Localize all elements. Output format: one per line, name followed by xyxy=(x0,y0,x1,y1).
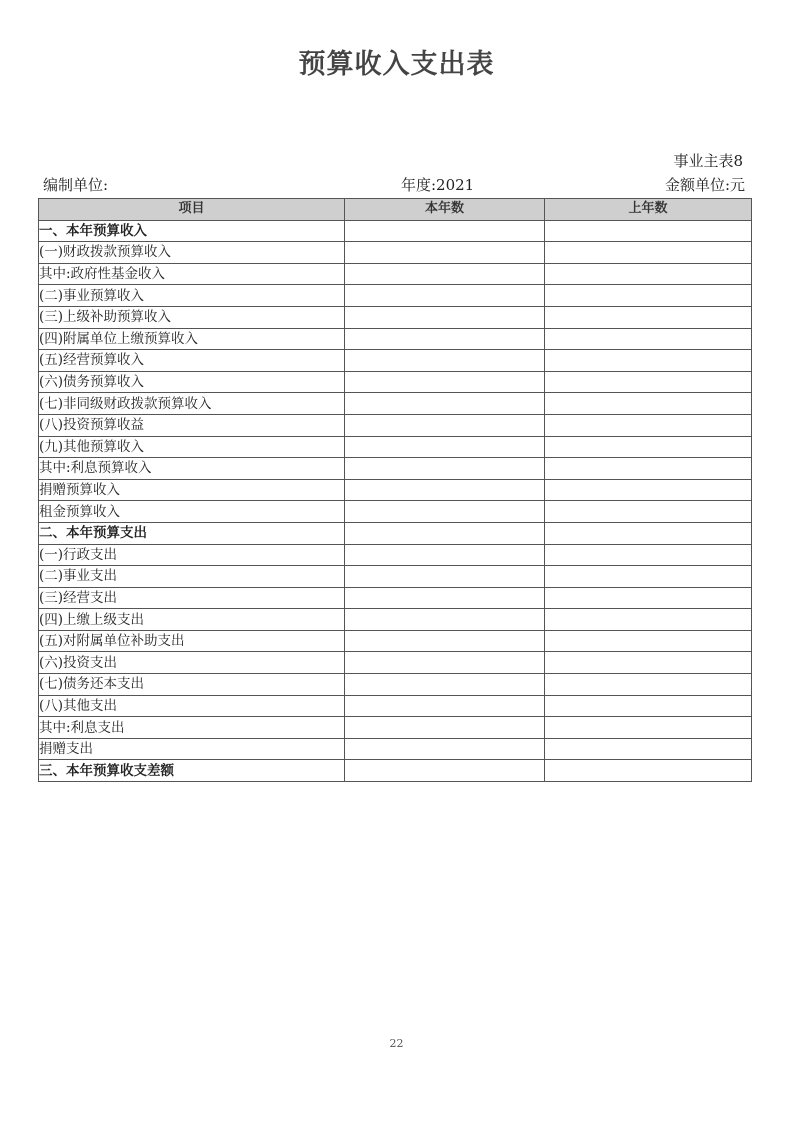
row-current-year-value xyxy=(345,242,545,264)
row-item-label: (四)上缴上级支出 xyxy=(39,609,345,631)
table-header-row xyxy=(39,199,752,221)
row-current-year-value xyxy=(345,566,545,588)
row-current-year-value xyxy=(345,458,545,480)
table-row xyxy=(39,738,752,760)
row-current-year-value xyxy=(345,393,545,415)
row-current-year-value xyxy=(345,544,545,566)
row-current-year-value xyxy=(345,630,545,652)
table-row xyxy=(39,479,752,501)
row-previous-year-value xyxy=(545,587,752,609)
row-previous-year-value xyxy=(545,393,752,415)
row-item-label: 其中:利息支出 xyxy=(39,717,345,739)
row-item-label: (七)非同级财政拨款预算收入 xyxy=(39,393,345,415)
row-previous-year-value xyxy=(545,220,752,242)
header-previous-year: 上年数 xyxy=(545,199,752,221)
row-item-label: (三)上级补助预算收入 xyxy=(39,306,345,328)
fiscal-year-label: 年度:2021 xyxy=(401,176,475,194)
table-row xyxy=(39,717,752,739)
table-row xyxy=(39,328,752,350)
table-row xyxy=(39,350,752,372)
row-current-year-value xyxy=(345,436,545,458)
row-current-year-value xyxy=(345,350,545,372)
table-row xyxy=(39,371,752,393)
row-current-year-value xyxy=(345,263,545,285)
row-previous-year-value xyxy=(545,458,752,480)
table-row xyxy=(39,587,752,609)
row-previous-year-value xyxy=(545,285,752,307)
row-current-year-value xyxy=(345,738,545,760)
table-row xyxy=(39,306,752,328)
row-current-year-value xyxy=(345,674,545,696)
row-item-label: 租金预算收入 xyxy=(39,501,345,523)
currency-unit-label: 金额单位:元 xyxy=(664,176,745,194)
table-row xyxy=(39,263,752,285)
row-item-label: (一)行政支出 xyxy=(39,544,345,566)
row-previous-year-value xyxy=(545,674,752,696)
row-item-label: (五)对附属单位补助支出 xyxy=(39,630,345,652)
page-number: 22 xyxy=(389,1037,404,1050)
table-row xyxy=(39,630,752,652)
table-row xyxy=(39,652,752,674)
row-item-label: (二)事业预算收入 xyxy=(39,285,345,307)
table-row xyxy=(39,674,752,696)
row-item-label: 捐赠支出 xyxy=(39,738,345,760)
row-item-label: (六)投资支出 xyxy=(39,652,345,674)
table-row xyxy=(39,436,752,458)
budget-table xyxy=(38,198,752,782)
row-item-label: (八)投资预算收益 xyxy=(39,414,345,436)
row-previous-year-value xyxy=(545,328,752,350)
row-previous-year-value xyxy=(545,306,752,328)
row-previous-year-value xyxy=(545,479,752,501)
table-row xyxy=(39,242,752,264)
row-item-label: 捐赠预算收入 xyxy=(39,479,345,501)
preparing-unit-label: 编制单位: xyxy=(43,176,109,194)
row-previous-year-value xyxy=(545,242,752,264)
header-current-year: 本年数 xyxy=(345,199,545,221)
table-row xyxy=(39,566,752,588)
row-previous-year-value xyxy=(545,760,752,782)
row-current-year-value xyxy=(345,522,545,544)
table-row xyxy=(39,414,752,436)
meta-row xyxy=(43,174,745,194)
row-item-label: (一)财政拨款预算收入 xyxy=(39,242,345,264)
row-previous-year-value xyxy=(545,630,752,652)
row-previous-year-value xyxy=(545,609,752,631)
row-current-year-value xyxy=(345,479,545,501)
row-previous-year-value xyxy=(545,371,752,393)
row-item-label: (七)债务还本支出 xyxy=(39,674,345,696)
row-previous-year-value xyxy=(545,652,752,674)
row-current-year-value xyxy=(345,285,545,307)
row-item-label: 其中:利息预算收入 xyxy=(39,458,345,480)
row-current-year-value xyxy=(345,609,545,631)
row-previous-year-value xyxy=(545,566,752,588)
row-current-year-value xyxy=(345,587,545,609)
row-item-label: (五)经营预算收入 xyxy=(39,350,345,372)
table-row xyxy=(39,501,752,523)
row-current-year-value xyxy=(345,760,545,782)
row-item-label: 一、本年预算收入 xyxy=(39,220,345,242)
row-previous-year-value xyxy=(545,522,752,544)
table-row xyxy=(39,760,752,782)
table-row xyxy=(39,609,752,631)
row-current-year-value xyxy=(345,717,545,739)
row-item-label: (三)经营支出 xyxy=(39,587,345,609)
row-previous-year-value xyxy=(545,544,752,566)
row-item-label: (六)债务预算收入 xyxy=(39,371,345,393)
row-item-label: (四)附属单位上缴预算收入 xyxy=(39,328,345,350)
header-item: 项目 xyxy=(39,199,345,221)
table-row xyxy=(39,544,752,566)
page-title: 预算收入支出表 xyxy=(298,49,495,80)
table-body xyxy=(39,220,752,781)
form-code: 事业主表8 xyxy=(673,152,743,170)
table-row xyxy=(39,285,752,307)
row-previous-year-value xyxy=(545,738,752,760)
row-previous-year-value xyxy=(545,717,752,739)
row-previous-year-value xyxy=(545,263,752,285)
row-item-label: 三、本年预算收支差额 xyxy=(39,760,345,782)
table-row xyxy=(39,220,752,242)
row-current-year-value xyxy=(345,501,545,523)
row-current-year-value xyxy=(345,306,545,328)
row-previous-year-value xyxy=(545,501,752,523)
row-item-label: (二)事业支出 xyxy=(39,566,345,588)
row-previous-year-value xyxy=(545,350,752,372)
row-current-year-value xyxy=(345,414,545,436)
row-item-label: 其中:政府性基金收入 xyxy=(39,263,345,285)
table-row xyxy=(39,522,752,544)
row-current-year-value xyxy=(345,652,545,674)
row-current-year-value xyxy=(345,220,545,242)
row-previous-year-value xyxy=(545,436,752,458)
row-current-year-value xyxy=(345,695,545,717)
row-item-label: (八)其他支出 xyxy=(39,695,345,717)
table-row xyxy=(39,695,752,717)
row-current-year-value xyxy=(345,328,545,350)
table-row xyxy=(39,458,752,480)
table-row xyxy=(39,393,752,415)
row-item-label: 二、本年预算支出 xyxy=(39,522,345,544)
row-previous-year-value xyxy=(545,695,752,717)
row-previous-year-value xyxy=(545,414,752,436)
row-item-label: (九)其他预算收入 xyxy=(39,436,345,458)
row-current-year-value xyxy=(345,371,545,393)
